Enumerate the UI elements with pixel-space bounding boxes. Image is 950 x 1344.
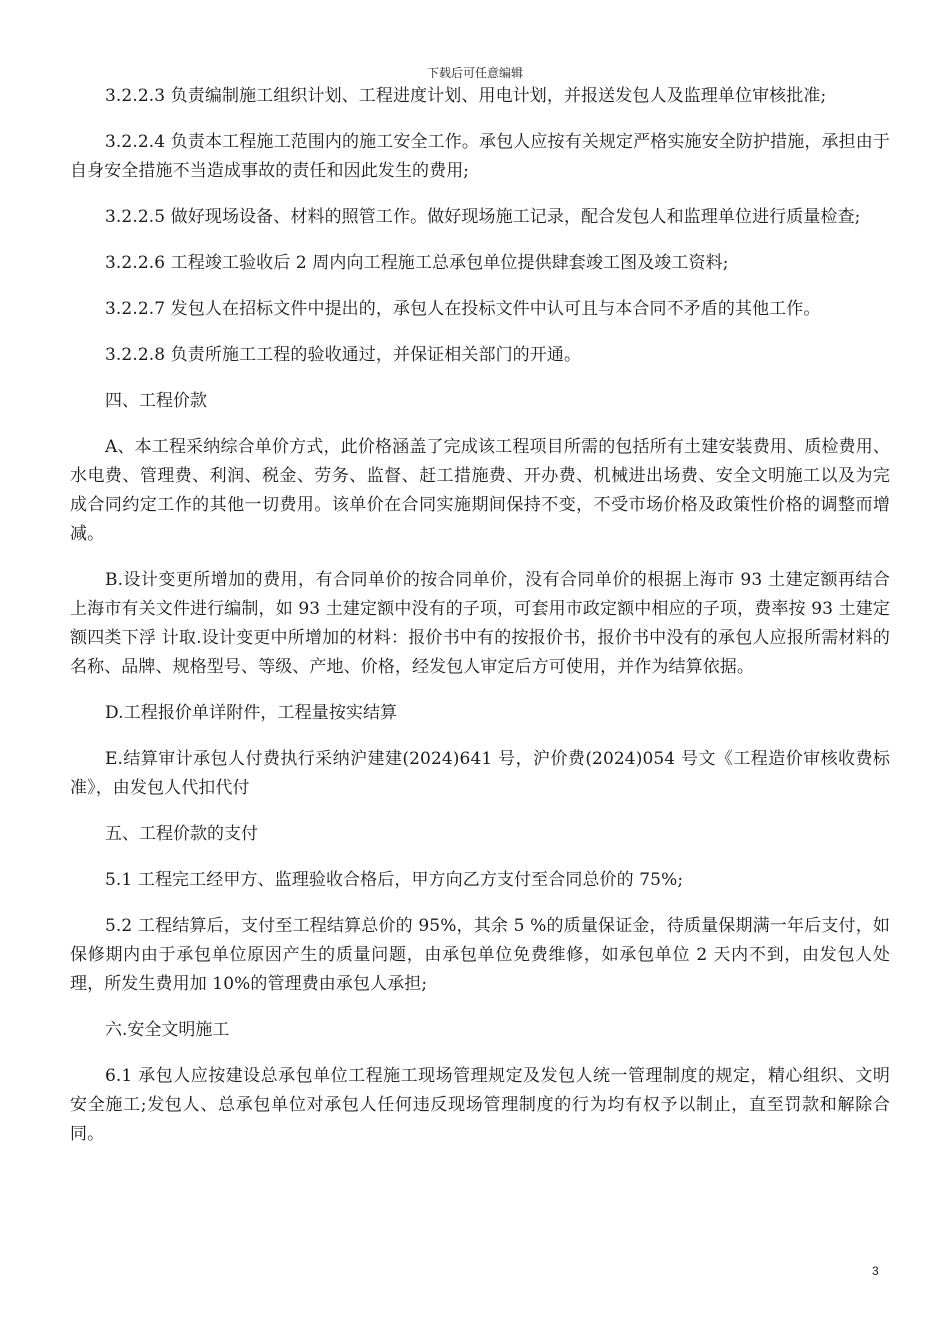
- clause-3-2-2-4: 3.2.2.4 负责本工程施工范围内的施工安全工作。承包人应按有关规定严格实施安全防护措施，承担由于自身安全措施不当造成事故的责任和因此发生的费用;: [70, 132, 890, 181]
- section-heading-5: 五、工程价款的支付: [105, 824, 258, 844]
- clause-a: A、本工程采纳综合单价方式，此价格涵盖了完成该工程项目所需的包括所有土建安装费用、质检费用、水电费、管理费、利润、税金、劳务、监督、赶工措施费、开办费、机械进出场费、安全文明施工以及为完成合同约定工作的其他一切费用。该单价在合同实施期间保持不变，不受市场价格及政策性价格的调整而增减。: [70, 437, 890, 544]
- page-header: 下载后可任意编辑: [426, 66, 523, 80]
- clause-5-1: 5.1 工程完工经甲方、监理验收合格后，甲方向乙方支付至合同总价的 75%;: [105, 870, 684, 890]
- clause-3-2-2-5: 3.2.2.5 做好现场设备、材料的照管工作。做好现场施工记录，配合发包人和监理单位进行质量检查;: [105, 207, 861, 227]
- section-heading-4: 四、工程价款: [105, 391, 207, 411]
- clause-b: B.设计变更所增加的费用，有合同单价的按合同单价，没有合同单价的根据上海市 93 土建定额再结合上海市有关文件进行编制，如 93 土建定额中没有的子项，可套用市政定额中相应的子项，费率按 93 土建定额四类下浮 计取.设计变更中所增加的材料：报价书中有的按报价书，报价书中没有的承包人应报所需材料的名称、品牌、规格型号、等级、产地、价格，经发包人审定后方可使用，并作为结算依据。: [70, 570, 890, 677]
- clause-3-2-2-7: 3.2.2.7 发包人在招标文件中提出的，承包人在投标文件中认可且与本合同不矛盾的其他工作。: [105, 299, 821, 319]
- clause-3-2-2-6: 3.2.2.6 工程竣工验收后 2 周内向工程施工总承包单位提供肆套竣工图及竣工资料;: [105, 253, 729, 273]
- clause-e: E.结算审计承包人付费执行采纳沪建建(2024)641 号，沪价费(2024)054 号文《工程造价审核收费标准》，由发包人代扣代付: [70, 749, 890, 798]
- clause-3-2-2-8: 3.2.2.8 负责所施工工程的验收通过，并保证相关部门的开通。: [105, 345, 582, 365]
- clause-5-2: 5.2 工程结算后，支付至工程结算总价的 95%，其余 5 %的质量保证金，待质量保期满一年后支付，如保修期内由于承包单位原因产生的质量问题，由承包单位免费维修，如承包单位 2 天内不到，由发包人处理，所发生费用加 10%的管理费由承包人承担;: [70, 916, 890, 994]
- clause-6-1: 6.1 承包人应按建设总承包单位工程施工现场管理规定及发包人统一管理制度的规定，精心组织、文明安全施工;发包人、总承包单位对承包人任何违反现场管理制度的行为均有权予以制止，直至罚款和解除合同。: [70, 1066, 890, 1144]
- page-number: 3: [872, 1264, 879, 1278]
- clause-3-2-2-3: 3.2.2.3 负责编制施工组织计划、工程进度计划、用电计划，并报送发包人及监理单位审核批准;: [105, 86, 827, 106]
- section-heading-6: 六.安全文明施工: [105, 1020, 230, 1040]
- document-body: [70, 82, 890, 1166]
- clause-d: D.工程报价单详附件，工程量按实结算: [105, 703, 398, 723]
